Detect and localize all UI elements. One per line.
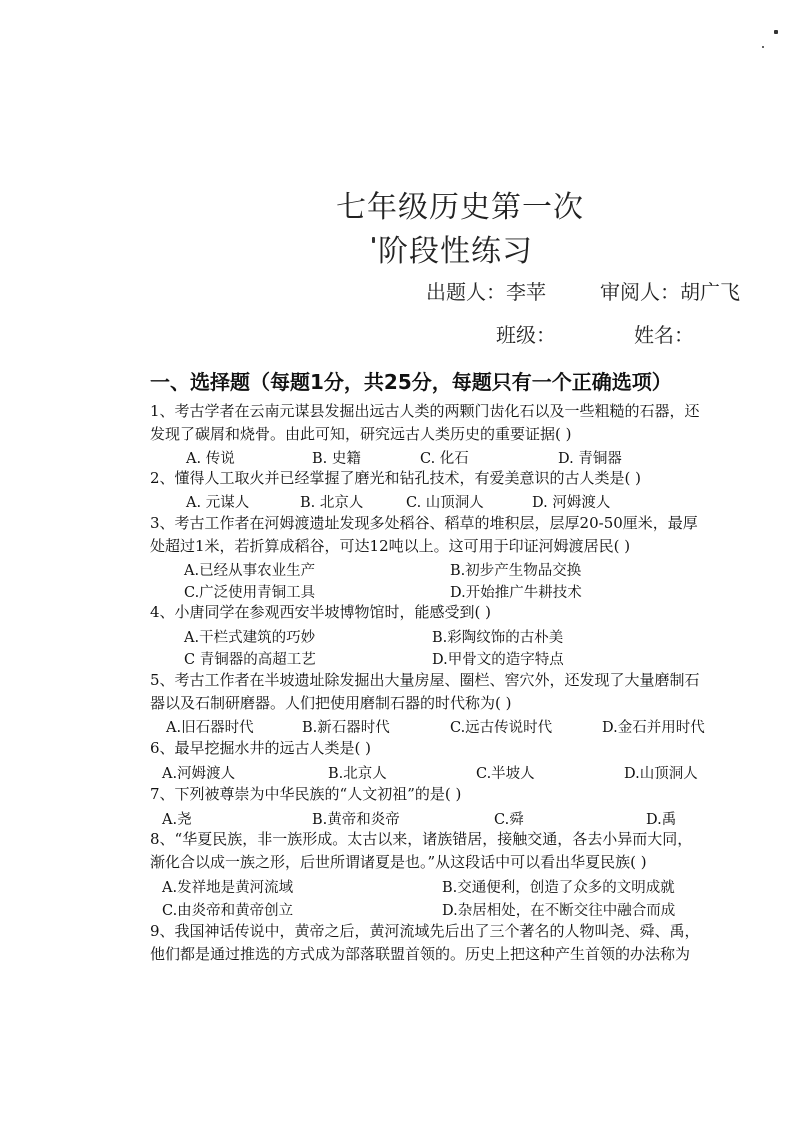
question-6-option-d: D.山顶洞人 bbox=[624, 766, 698, 782]
reviewer-label: 审阅人：胡广飞 bbox=[600, 280, 740, 304]
question-5-line1: 5、考古工作者在半坡遗址除发掘出大量房屋、圈栏、窖穴外，还发现了大量磨制石 bbox=[150, 671, 700, 689]
question-2-option-a: A. 元谋人 bbox=[186, 495, 250, 511]
question-5-option-c: C.远古传说时代 bbox=[450, 720, 553, 736]
question-3-line2: 处超过1米，若折算成稻谷，可达12吨以上。这可用于印证河姆渡居民( ) bbox=[150, 537, 631, 555]
question-2-option-c: C. 山顶洞人 bbox=[406, 495, 484, 511]
title-line2: 阶段性练习 bbox=[378, 234, 533, 269]
question-5-option-b: B.新石器时代 bbox=[302, 720, 390, 736]
question-2-line1: 2、懂得人工取火并已经掌握了磨光和钻孔技术，有爱美意识的古人类是( ) bbox=[150, 469, 642, 487]
question-5-option-d: D.金石并用时代 bbox=[602, 720, 705, 736]
scan-speck bbox=[372, 237, 375, 243]
question-3-option-b: B.初步产生物品交换 bbox=[450, 563, 582, 579]
question-8-line2: 渐化合以成一族之形，后世所谓诸夏是也。”从这段话中可以看出华夏民族( ) bbox=[150, 853, 647, 871]
name-label: 姓名： bbox=[634, 323, 694, 347]
question-5-option-a: A.旧石器时代 bbox=[166, 720, 254, 736]
question-4-option-a: A.干栏式建筑的巧妙 bbox=[184, 630, 316, 646]
question-6-line1: 6、最早挖掘水井的远古人类是( ) bbox=[150, 739, 372, 757]
question-4-option-d: D.甲骨文的造字特点 bbox=[432, 652, 564, 668]
question-6-option-c: C.半坡人 bbox=[476, 766, 535, 782]
question-7-option-b: B.黄帝和炎帝 bbox=[312, 812, 400, 828]
question-8-option-b: B.交通便利，创造了众多的文明成就 bbox=[442, 880, 675, 896]
question-3-option-a: A.已经从事农业生产 bbox=[184, 563, 316, 579]
question-7-option-c: C.舜 bbox=[494, 812, 524, 828]
question-9-line1: 9、我国神话传说中，黄帝之后，黄河流域先后出了三个著名的人物叫尧、舜、禹， bbox=[150, 922, 700, 940]
question-8-line1: 8、“华夏民族，非一族形成。太古以来，诸族错居，接触交通，各去小异而大同， bbox=[150, 830, 693, 848]
question-7-line1: 7、下列被尊崇为中华民族的“人文初祖”的是( ) bbox=[150, 785, 462, 803]
title-line1: 七年级历史第一次 bbox=[336, 190, 584, 225]
question-2-option-d: D. 河姆渡人 bbox=[532, 495, 611, 511]
question-4-line1: 4、小唐同学在参观西安半坡博物馆时，能感受到( ) bbox=[150, 603, 492, 621]
question-1-line1: 1、考古学者在云南元谋县发掘出远古人类的两颗门齿化石以及一些粗糙的石器，还 bbox=[150, 402, 700, 420]
question-8-option-a: A.发祥地是黄河流域 bbox=[162, 880, 294, 896]
question-9-line2: 他们都是通过推选的方式成为部落联盟首领的。历史上把这种产生首领的办法称为 bbox=[150, 945, 691, 963]
question-1-option-c: C. 化石 bbox=[420, 451, 469, 467]
question-7-option-a: A.尧 bbox=[162, 812, 192, 828]
question-3-option-d: D.开始推广牛耕技术 bbox=[450, 585, 582, 601]
question-5-line2: 器以及石制研磨器。人们把使用磨制石器的时代称为( ) bbox=[150, 694, 512, 712]
question-6-option-b: B.北京人 bbox=[328, 766, 387, 782]
question-4-option-b: B.彩陶纹饰的古朴美 bbox=[432, 630, 564, 646]
question-2-option-b: B. 北京人 bbox=[300, 495, 364, 511]
section-heading: 一、选择题（每题1分，共25分，每题只有一个正确选项） bbox=[150, 370, 672, 394]
question-8-option-d: D.杂居相处，在不断交往中融合而成 bbox=[442, 903, 676, 919]
scan-speck bbox=[762, 46, 764, 48]
author-label: 出题人：李苹 bbox=[426, 280, 546, 304]
question-3-option-c: C.广泛使用青铜工具 bbox=[184, 585, 316, 601]
question-7-option-d: D.禹 bbox=[646, 812, 677, 828]
question-1-line2: 发现了碳屑和烧骨。由此可知，研究远古人类历史的重要证据( ) bbox=[150, 425, 572, 443]
scan-speck bbox=[774, 30, 778, 34]
question-1-option-a: A. 传说 bbox=[186, 451, 235, 467]
question-8-option-c: C.由炎帝和黄帝创立 bbox=[162, 903, 294, 919]
question-1-option-d: D. 青铜器 bbox=[558, 451, 622, 467]
question-4-option-c: C 青铜器的高超工艺 bbox=[184, 652, 316, 668]
class-label: 班级： bbox=[496, 323, 556, 347]
question-3-line1: 3、考古工作者在河姆渡遗址发现多处稻谷、稻草的堆积层，层厚20-50厘米，最厚 bbox=[150, 514, 698, 532]
question-1-option-b: B. 史籍 bbox=[312, 451, 361, 467]
question-6-option-a: A.河姆渡人 bbox=[162, 766, 236, 782]
